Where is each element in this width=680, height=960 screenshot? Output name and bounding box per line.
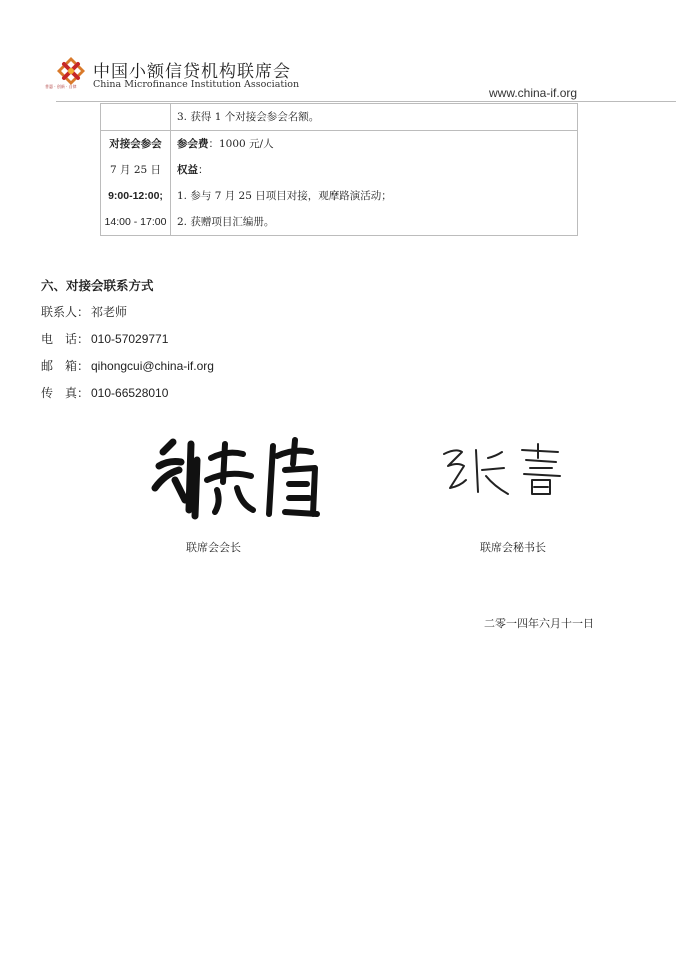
section-title-contact: 六、对接会联系方式 [41, 278, 154, 293]
letterhead [0, 0, 680, 104]
table-cell-benefits-continued [171, 104, 578, 131]
contact-label: 邮 箱： [41, 359, 90, 373]
table-row [101, 131, 578, 236]
signature-secretary-general [438, 440, 573, 500]
phone-value[interactable]: 010-57029771 [91, 332, 169, 346]
association-logo-icon [56, 56, 86, 86]
contact-label: 联系人： [41, 305, 90, 319]
contact-value: 祁老师 [91, 305, 128, 319]
benefit-item: 2. 获赠项目汇编册。 [177, 216, 275, 228]
org-name-cn: 中国小额信贷机构联席会 [93, 62, 291, 82]
rights-label: 权益 [177, 164, 198, 176]
fax-value: 010-66528010 [91, 386, 169, 400]
session-time-pm: 14:00 - 17:00 [104, 216, 167, 228]
contact-row-person [41, 303, 127, 320]
table-cell-fee [171, 131, 578, 236]
rights-colon: ： [198, 164, 209, 176]
session-date: 7 月 25 日 [109, 164, 162, 176]
table-cell-session [101, 131, 171, 236]
fee-value: ：1000 元/人 [208, 138, 274, 150]
table-cell-empty [101, 104, 171, 131]
contact-row-email [41, 357, 214, 374]
logo-tagline: 普惠 · 创新 · 自律 [45, 84, 77, 89]
session-label: 对接会参会 [109, 138, 162, 150]
table-row [101, 104, 578, 131]
session-time-am: 9:00-12:00; [108, 190, 163, 202]
benefit-item: 1. 参与 7 月 25 日项目对接，观摩路演活动； [177, 190, 392, 202]
contact-row-fax [41, 384, 168, 401]
rights-line [177, 157, 577, 183]
email-value[interactable]: qihongcui@china-if.org [91, 359, 214, 373]
fee-line [177, 131, 577, 157]
signer-title-president: 联席会会长 [186, 541, 241, 554]
benefit-item: 3. 获得 1 个对接会参会名额。 [177, 111, 320, 123]
participation-table [100, 103, 578, 236]
website-link[interactable]: www.china-if.org [489, 86, 578, 100]
contact-label: 电 话： [41, 332, 90, 346]
org-name-en: China Microfinance Institution Association [93, 79, 300, 90]
signer-title-secretary-general: 联席会秘书长 [480, 541, 546, 554]
fee-label: 参会费 [177, 138, 209, 150]
contact-label: 传 真： [41, 386, 90, 400]
header-divider [56, 101, 676, 102]
signature-president [145, 430, 330, 520]
document-date: 二零一四年六月十一日 [484, 617, 594, 630]
contact-row-phone [41, 330, 168, 347]
